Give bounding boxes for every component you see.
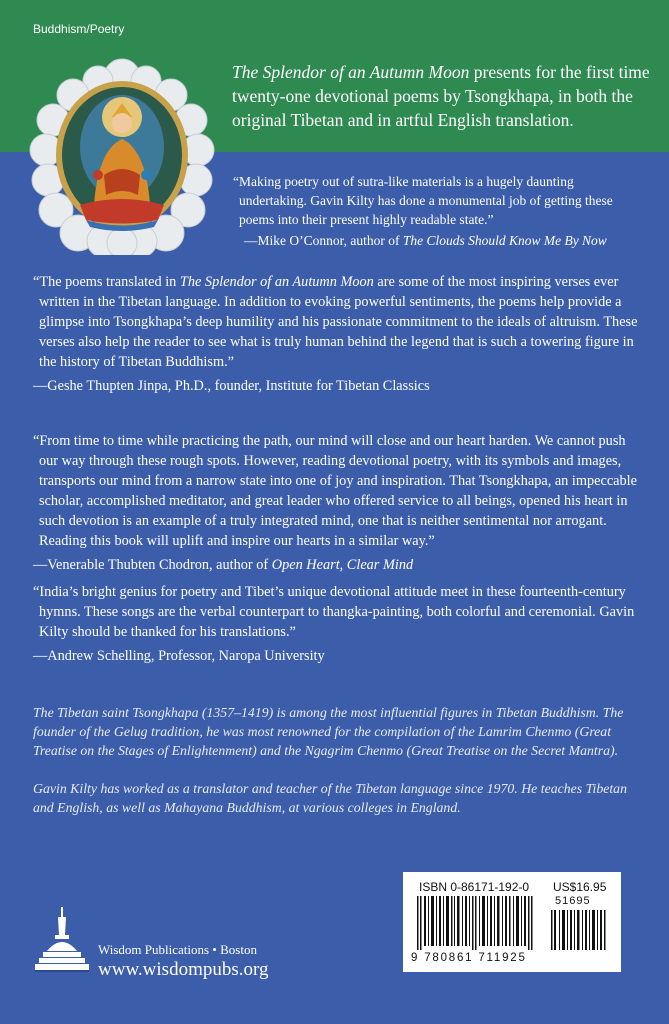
endorsement-1	[233, 172, 625, 250]
price: US$16.95	[553, 880, 607, 894]
translator-bio: Gavin Kilty has worked as a translator and teacher of the Tibetan language since 1970. He teaches Tibetan and English, as well as Mahayana Buddhism, at various colleges in England.	[33, 781, 627, 815]
attribution-name: —Venerable Thubten Chodron, author of	[33, 557, 272, 573]
quote-attribution	[244, 231, 625, 250]
quote-text	[33, 272, 638, 372]
book-title: The Splendor of an Autumn Moon	[232, 62, 470, 82]
endorsement-2	[33, 272, 638, 396]
attribution-name: —Mike O’Connor, author of	[244, 233, 403, 248]
isbn-barcode	[403, 872, 621, 972]
tsongkhapa-bio: The Tibetan saint Tsongkhapa (1357–1419) is among the most influential figures in Tibetan Buddhism. The founder of the Gelug tradition, he was most renowned for the compilation of the Lamrim Chenmo (Great Treatise on the Stages of Enlightenment) and the Ngagrim Chenmo (Great Treatise on the Secret Mantra).	[33, 705, 624, 758]
attribution-title: Open Heart, Clear Mind	[271, 557, 414, 573]
quote-text: “India’s bright genius for poetry and Tibet’s unique devotional attitude meet in these fourteenth-century hymns. These songs are the verbal counterpart to thangka-painting, both colorful and ceremonial. Gavin Kilty should be thanked for his translations.”	[33, 584, 635, 640]
publisher-website-link[interactable]: www.wisdompubs.org	[98, 959, 269, 980]
intro-text: presents for the first time twenty-one devotional poems by Tsongkhapa, in both the original Tibetan and in artful English translation.	[232, 62, 650, 130]
attribution-title: The Clouds Should Know Me By Now	[402, 233, 607, 248]
quote-text: “From time to time while practicing the path, our mind will close and our heart harden. We cannot push our way through these rough spots. However, reading devotional poetry, with its symbols and images, transports our mind from a narrow state into one of joy and inspiration. That Tsongkhapa, an impeccable scholar, accomplished meditator, and great leader who offered service to all beings, opened his heart in such devotion is an example of a truly integrated mind, one that is neither sentimental nor arrogant. Reading this book will uplift and inspire our hearts in a similar way.”	[33, 433, 637, 549]
quote-attribution: —Andrew Schelling, Professor, Naropa University	[33, 648, 325, 664]
quote-text: “Making poetry out of sutra-like materials is a hugely daunting undertaking. Gavin Kilty has done a monumental job of getting these poems into their present highly readable state.”	[233, 174, 613, 227]
quote-text-prefix: “The poems translated in	[33, 274, 180, 290]
tsongkhapa-thangka-image	[28, 55, 216, 255]
ean-number: 9 780861 711925	[411, 952, 527, 964]
publisher-name: Wisdom Publications • Boston	[98, 942, 257, 957]
isbn-number: ISBN 0-86171-192-0	[419, 880, 530, 894]
category-label: Buddhism/Poetry	[33, 22, 125, 36]
publisher-block	[33, 905, 293, 980]
price-addon-code: 51695	[555, 895, 591, 907]
quote-text-suffix: are some of the most inspiring verses ever written in the Tibetan language. In addition to evoking powerful sentiments, the poems help provide a glimpse into Tsongkhapa’s deep humility and his passionate commitment to the ideals of altruism. These verses also help the reader to see what is truly human behind the legend that is such a towering figure in the history of Tibetan Buddhism.”	[39, 274, 638, 370]
endorsement-3	[33, 431, 638, 575]
stupa-logo-icon	[33, 905, 91, 975]
quote-attribution: —Geshe Thupten Jinpa, Ph.D., founder, Institute for Tibetan Classics	[33, 378, 430, 394]
quote-book-title: The Splendor of an Autumn Moon	[179, 274, 374, 290]
endorsement-4	[33, 582, 638, 666]
ean-barcode-bars	[417, 896, 535, 950]
quote-attribution	[33, 555, 638, 575]
addon-barcode-bars	[551, 910, 607, 950]
intro-blurb	[232, 60, 652, 132]
